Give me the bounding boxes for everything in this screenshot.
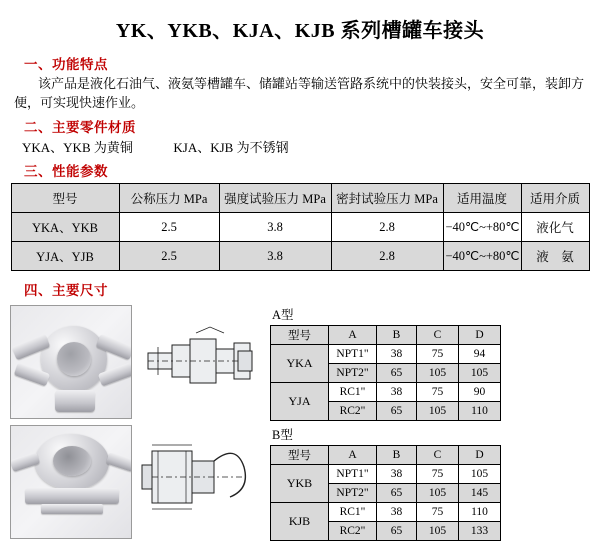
dim-a-r2-c4: 90: [459, 383, 501, 402]
dimension-table-a: [270, 325, 501, 421]
table-row: [271, 345, 501, 364]
dim-b-r3-c4: 133: [459, 522, 501, 541]
perf-r1-c1: 2.5: [119, 242, 219, 271]
dim-b-r2-c2: 38: [377, 503, 417, 522]
dim-a-col-4: D: [459, 326, 501, 345]
perf-col-2: 强度试验压力 MPa: [219, 184, 331, 213]
materials-line: [22, 138, 590, 158]
dimension-block-a: [10, 305, 590, 421]
table-header-row: [271, 326, 501, 345]
dim-a-r2-c2: 38: [377, 383, 417, 402]
dim-b-col-2: B: [377, 446, 417, 465]
dim-b-r3-c3: 105: [417, 522, 459, 541]
dim-a-r2-model: YJA: [271, 383, 329, 421]
type-block-a: [270, 305, 500, 421]
dim-b-col-4: D: [459, 446, 501, 465]
perf-col-3: 密封试验压力 MPa: [331, 184, 443, 213]
dim-b-r2-model: KJB: [271, 503, 329, 541]
perf-r1-c3: 2.8: [331, 242, 443, 271]
dim-a-r0-c1: NPT1": [329, 345, 377, 364]
perf-r1-c5: 液 氨: [521, 242, 589, 271]
section-heading-dimensions: 四、主要尺寸: [24, 283, 108, 299]
table-header-row: [11, 184, 589, 213]
table-row: [11, 242, 589, 271]
type-block-b: [270, 425, 500, 541]
perf-col-0: 型号: [11, 184, 119, 213]
dim-b-r3-c2: 65: [377, 522, 417, 541]
section-heading-features: 一、功能特点: [24, 57, 108, 72]
table-row: [11, 213, 589, 242]
table-header-row: [271, 446, 501, 465]
type-label-a: A型: [272, 308, 294, 323]
dim-b-r1-c2: 65: [377, 484, 417, 503]
dim-a-r1-c3: 105: [417, 364, 459, 383]
dim-a-r0-model: YKA: [271, 345, 329, 383]
dim-b-r0-c2: 38: [377, 465, 417, 484]
perf-r0-c2: 3.8: [219, 213, 331, 242]
perf-r1-c2: 3.8: [219, 242, 331, 271]
dim-b-r2-c3: 75: [417, 503, 459, 522]
perf-col-1: 公称压力 MPa: [119, 184, 219, 213]
perf-r0-c1: 2.5: [119, 213, 219, 242]
dim-a-col-1: A: [329, 326, 377, 345]
perf-col-4: 适用温度: [443, 184, 521, 213]
dim-a-r2-c1: RC1": [329, 383, 377, 402]
perf-r0-c4: −40℃~+80℃: [443, 213, 521, 242]
perf-col-5: 适用介质: [521, 184, 589, 213]
table-row: [271, 383, 501, 402]
dim-b-r1-c4: 145: [459, 484, 501, 503]
dim-b-r0-c4: 105: [459, 465, 501, 484]
page-title: YK、YKB、KJA、KJB 系列槽罐车接头: [115, 20, 485, 42]
dim-a-r3-c1: RC2": [329, 402, 377, 421]
dim-a-col-0: 型号: [271, 326, 329, 345]
performance-table: [11, 183, 590, 271]
table-row: [271, 465, 501, 484]
dim-a-r3-c3: 105: [417, 402, 459, 421]
dim-b-col-1: A: [329, 446, 377, 465]
perf-r0-c3: 2.8: [331, 213, 443, 242]
dimensions-area: [10, 305, 590, 541]
features-text: 该产品是液化石油气、液氨等槽罐车、储罐站等输送管路系统中的快装接头，安全可靠，装卸方便，可实现快速作业。: [14, 76, 585, 110]
dim-a-r0-c2: 38: [377, 345, 417, 364]
dim-a-col-2: B: [377, 326, 417, 345]
section-heading-materials: 二、主要零件材质: [24, 119, 136, 135]
technical-drawing-a: [138, 305, 260, 417]
perf-r1-c0: YJA、YJB: [11, 242, 119, 271]
type-label-b: B型: [272, 428, 293, 443]
dim-b-r0-model: YKB: [271, 465, 329, 503]
dim-a-r1-c2: 65: [377, 364, 417, 383]
dim-a-col-3: C: [417, 326, 459, 345]
materials-left: YKA、YKB 为黄铜: [22, 139, 133, 155]
dim-b-r2-c1: RC1": [329, 503, 377, 522]
dim-a-r3-c4: 110: [459, 402, 501, 421]
dimension-table-b: [270, 445, 501, 541]
table-row: [271, 503, 501, 522]
dim-b-r1-c3: 105: [417, 484, 459, 503]
product-photo-a: [10, 305, 132, 419]
dim-b-r0-c1: NPT1": [329, 465, 377, 484]
dim-a-r3-c2: 65: [377, 402, 417, 421]
dim-a-r0-c4: 94: [459, 345, 501, 364]
dim-a-r1-c4: 105: [459, 364, 501, 383]
perf-r0-c5: 液化气: [521, 213, 589, 242]
dim-b-col-0: 型号: [271, 446, 329, 465]
dim-a-r2-c3: 75: [417, 383, 459, 402]
dim-b-r0-c3: 75: [417, 465, 459, 484]
materials-right: KJA、KJB 为不锈钢: [173, 139, 289, 155]
dim-b-r1-c1: NPT2": [329, 484, 377, 503]
perf-r1-c4: −40℃~+80℃: [443, 242, 521, 271]
dim-a-r1-c1: NPT2": [329, 364, 377, 383]
dimension-block-b: [10, 425, 590, 541]
dim-a-r0-c3: 75: [417, 345, 459, 364]
perf-r0-c0: YKA、YKB: [11, 213, 119, 242]
dim-b-r3-c1: RC2": [329, 522, 377, 541]
section-heading-performance: 三、性能参数: [24, 164, 108, 180]
product-photo-b: [10, 425, 132, 539]
dim-b-col-3: C: [417, 446, 459, 465]
technical-drawing-b: [138, 425, 260, 537]
dim-b-r2-c4: 110: [459, 503, 501, 522]
